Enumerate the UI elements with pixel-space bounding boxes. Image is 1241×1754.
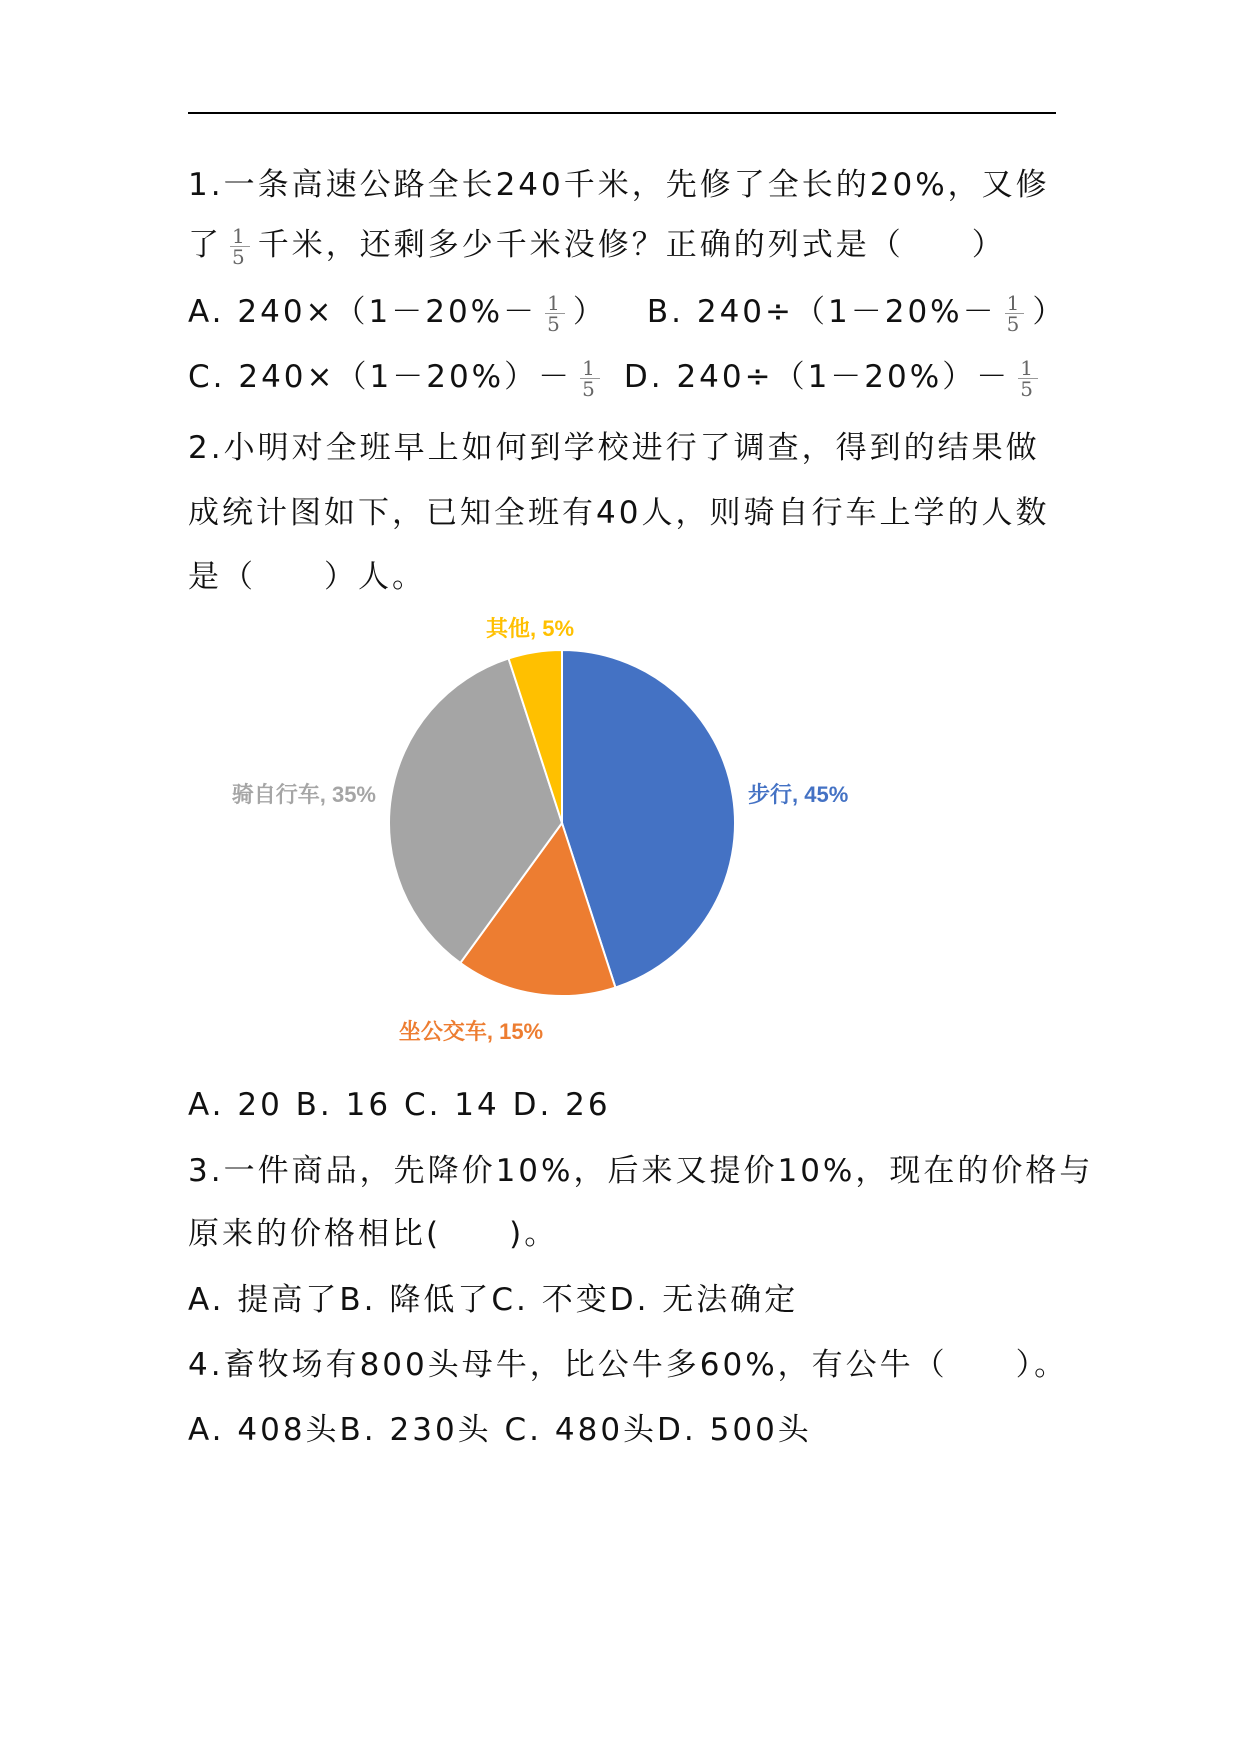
q1-stem-text-a: 了 xyxy=(188,227,222,263)
pie-slice-label: 其他, 5% xyxy=(485,615,575,641)
fraction-denominator: 5 xyxy=(547,312,563,336)
q1-stem-line1: 1.一条高速公路全长240千米，先修了全长的20%，又修 xyxy=(188,167,1050,203)
q1-options-row2 xyxy=(188,357,1046,399)
q2-options: A. 20 B. 16 C. 14 D. 26 xyxy=(188,1087,611,1123)
q3-stem-line2: 原来的价格相比( )。 xyxy=(188,1216,559,1252)
q1-stem-line2 xyxy=(188,225,1006,267)
pie-chart xyxy=(200,610,960,1080)
q4-stem: 4.畜牧场有800头母牛，比公牛多60%，有公牛（ ）。 xyxy=(188,1347,1069,1383)
q1-options-row1 xyxy=(188,292,1066,334)
q2-stem-line2: 成统计图如下，已知全班有40人，则骑自行车上学的人数 xyxy=(188,495,1050,531)
fraction-one-fifth xyxy=(1005,293,1025,334)
fraction-denominator: 5 xyxy=(1020,377,1036,401)
q2-stem-line3: 是（ ）人。 xyxy=(188,559,426,595)
fraction-one-fifth xyxy=(545,293,565,334)
q4-options: A. 408头B. 230头 C. 480头D. 500头 xyxy=(188,1412,812,1448)
q1-option-d: D. 240÷（1－20%）－ xyxy=(623,359,1011,395)
fraction-numerator: 1 xyxy=(547,291,563,315)
q3-stem-line1: 3.一件商品，先降价10%，后来又提价10%，现在的价格与 xyxy=(188,1153,1094,1189)
q1-option-b: B. 240÷（1－20%－ xyxy=(646,294,997,330)
fraction-denominator: 5 xyxy=(582,377,598,401)
fraction-numerator: 1 xyxy=(582,356,598,380)
fraction-denominator: 5 xyxy=(1006,312,1023,336)
fraction-numerator: 1 xyxy=(1006,291,1023,315)
q1-stem-text-b: 千米，还剩多少千米没修？正确的列式是（ ） xyxy=(257,227,1006,263)
q1-option-a-close: ） xyxy=(572,294,607,330)
pie-slice-label: 骑自行车, 35% xyxy=(231,781,376,807)
fraction-denominator: 5 xyxy=(232,245,248,269)
pie-slice-label: 坐公交车, 15% xyxy=(398,1018,544,1044)
q3-options: A. 提高了B. 降低了C. 不变D. 无法确定 xyxy=(188,1282,799,1318)
q1-option-b-close: ） xyxy=(1032,294,1067,330)
q1-option-a: A. 240×（1－20%－ xyxy=(188,294,538,330)
q1-option-c: C. 240×（1－20%）－ xyxy=(188,359,573,395)
fraction-one-fifth xyxy=(1018,358,1038,399)
pie-slice-label: 步行, 45% xyxy=(748,781,849,807)
fraction-numerator: 1 xyxy=(232,224,248,248)
header-rule xyxy=(188,112,1056,114)
fraction-one-fifth xyxy=(230,226,250,267)
q2-stem-line1: 2.小明对全班早上如何到学校进行了调查，得到的结果做 xyxy=(188,430,1040,466)
fraction-one-fifth xyxy=(580,358,600,399)
fraction-numerator: 1 xyxy=(1020,356,1036,380)
